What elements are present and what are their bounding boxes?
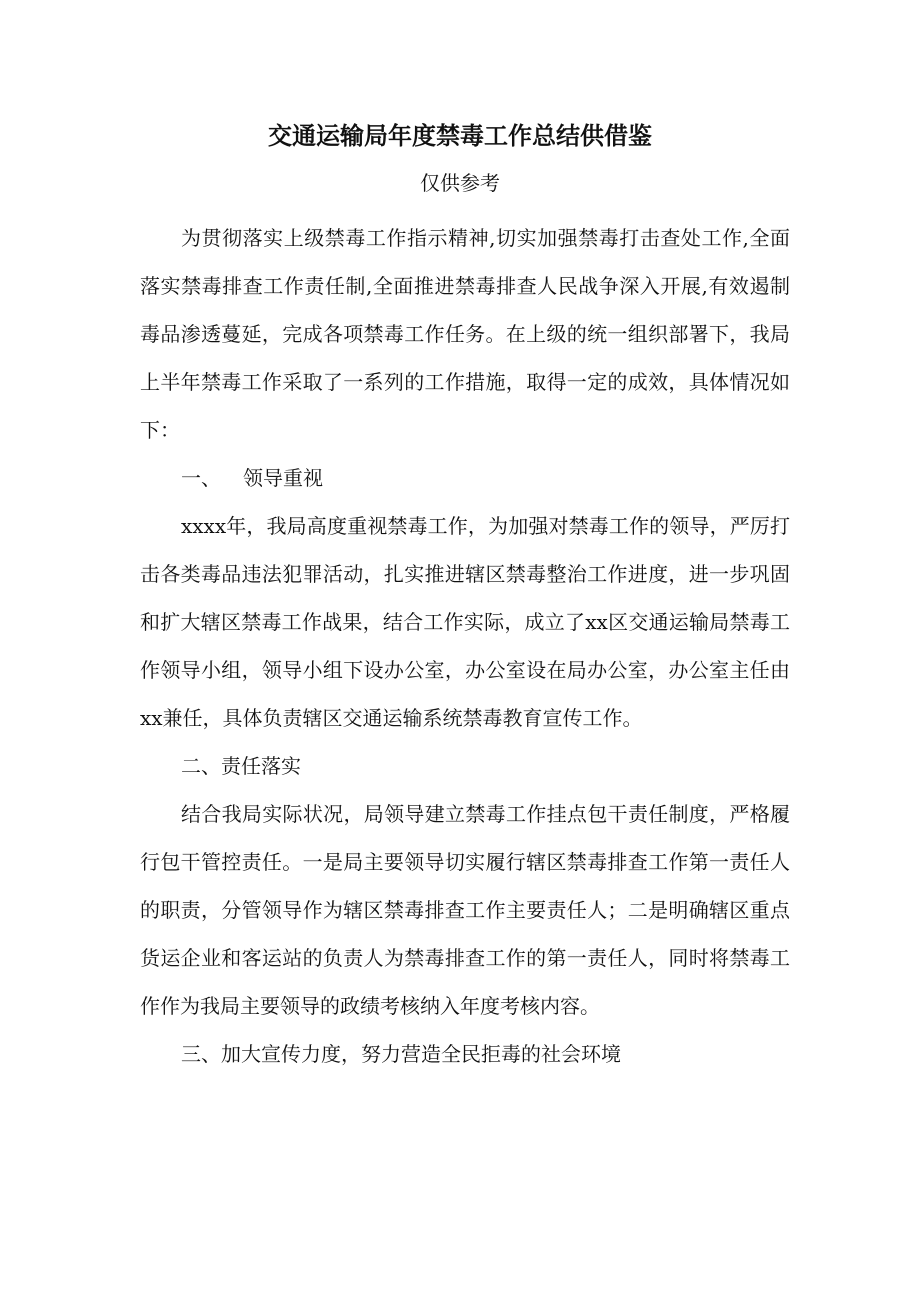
section-heading-2 xyxy=(140,742,790,790)
section-heading-3 xyxy=(140,1030,790,1078)
section-number: 一、 xyxy=(181,466,221,490)
section-heading-text: 领导重视 xyxy=(243,466,323,490)
section-heading-text: 责任落实 xyxy=(221,754,301,778)
section-1-paragraph: xxxx年，我局高度重视禁毒工作，为加强对禁毒工作的领导，严厉打击各类毒品违法犯罪活动，扎实推进辖区禁毒整治工作进度，进一步巩固和扩大辖区禁毒工作战果，结合工作实际，成立了xx区交通运输局禁毒工作领导小组，领导小组下设办公室，办公室设在局办公室，办公室主任由xx兼任，具体负责辖区交通运输系统禁毒教育宣传工作。 xyxy=(140,514,790,730)
document-body xyxy=(140,214,790,1078)
section-heading-text: 加大宣传力度，努力营造全民拒毒的社会环境 xyxy=(221,1042,621,1066)
section-2-paragraph: 结合我局实际状况，局领导建立禁毒工作挂点包干责任制度，严格履行包干管控责任。一是局主要领导切实履行辖区禁毒排查工作第一责任人的职责，分管领导作为辖区禁毒排查工作主要责任人；二是明确辖区重点货运企业和客运站的负责人为禁毒排查工作的第一责任人，同时将禁毒工作作为我局主要领导的政绩考核纳入年度考核内容。 xyxy=(140,802,790,1018)
document-subtitle: 仅供参考 xyxy=(420,171,500,195)
section-number: 二、 xyxy=(181,754,221,778)
intro-paragraph: 为贯彻落实上级禁毒工作指示精神,切实加强禁毒打击查处工作,全面落实禁毒排查工作责任制,全面推进禁毒排查人民战争深入开展,有效遏制毒品渗透蔓延，完成各项禁毒工作任务。在上级的统一组织部署下，我局上半年禁毒工作采取了一系列的工作措施，取得一定的成效，具体情况如下： xyxy=(140,226,790,442)
section-heading-1 xyxy=(140,454,790,502)
section-number: 三、 xyxy=(181,1042,221,1066)
document-title: 交通运输局年度禁毒工作总结供借鉴 xyxy=(268,121,652,150)
